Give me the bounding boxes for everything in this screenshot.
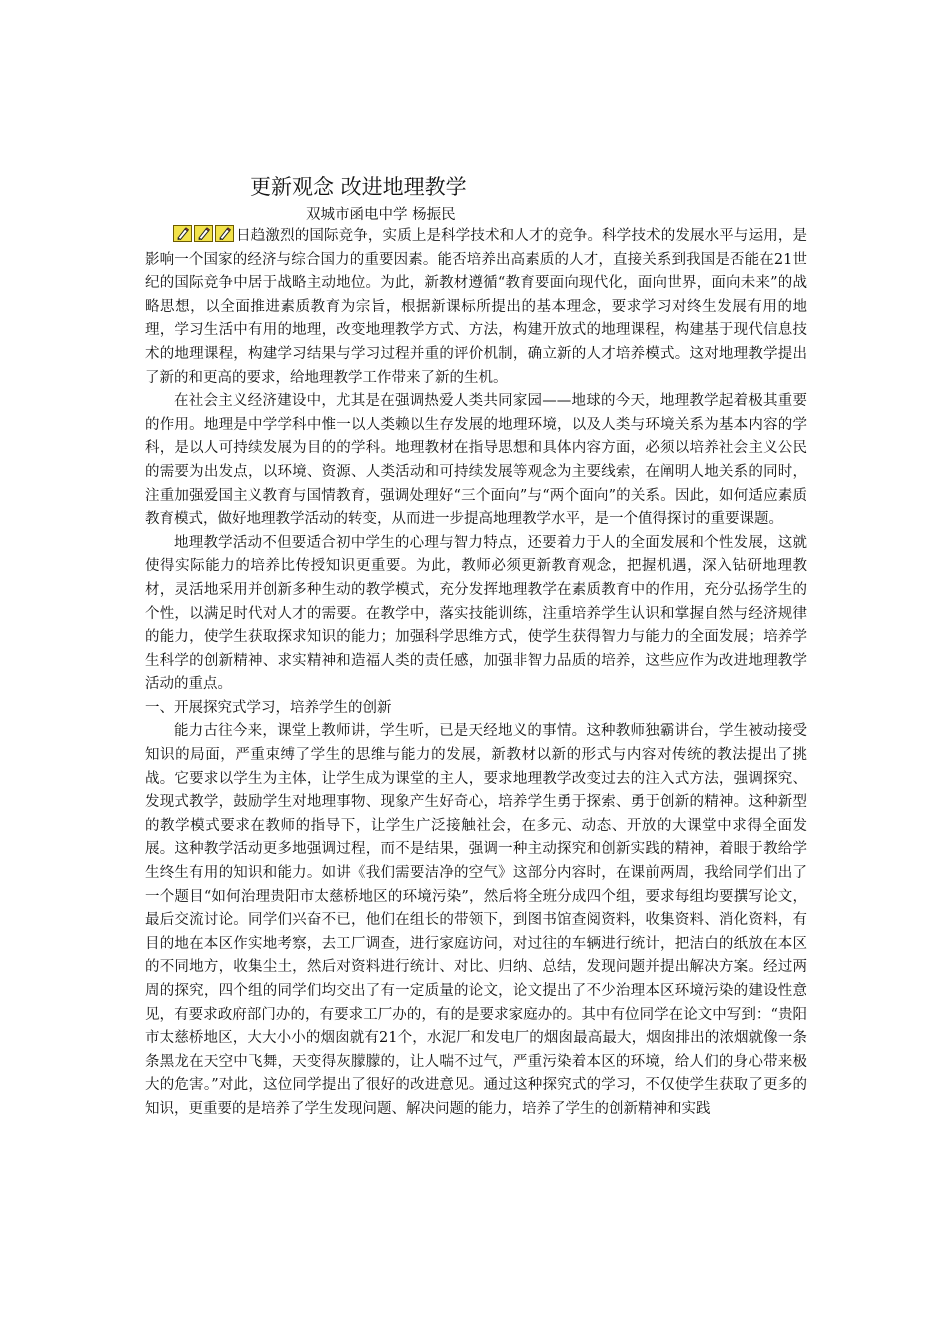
paragraph-2: 在社会主义经济建设中，尤其是在强调热爱人类共同家园——地球的今天，地理教学起着极其重要的作用。地理是中学学科中惟一以人类赖以生存发展的地理环境，以及人类与环境关系为基本内容的学科，是以人可持续发展为目的的学科。地理教材在指导思想和具体内容方面，必须以培养社会主义公民的需要为出发点，以环境、资源、人类活动和可持续发展等观念为主要线索，在阐明人地关系的同时，注重加强爱国主义教育与国情教育，强调处理好“三个面向”与“两个面向”的关系。因此，如何适应素质教育模式，做好地理教学活动的转变，从而进一步提高地理教学水平，是一个值得探讨的重要课题。 [145,393,807,528]
pencil-icon [215,225,234,242]
paragraph-3: 地理教学活动不但要适合初中学生的心理与智力特点，还要着力于人的全面发展和个性发展，这就使得实际能力的培养比传授知识更重要。为此，教师必须更新教育观念，把握机遇，深入钻研地理教材，灵活地采用并创新多种生动的教学模式，充分发挥地理教学在素质教育中的作用，充分弘扬学生的个性，以满足时代对人才的需要。在教学中，落实技能训练，注重培养学生认识和掌握自然与经济规律的能力，使学生获取探求知识的能力；加强科学思维方式，使学生获得智力与能力的全面发展；培养学生科学的创新精神、求实精神和造福人类的责任感，加强非智力品质的培养，这些应作为改进地理教学活动的重点。 [145,534,807,693]
paragraph-text: 日趋激烈的国际竞争，实质上是科学技术和人才的竞争。科学技术的发展水平与运用，是影响一个国家的经济与综合国力的重要因素。能否培养出高素质的人才，直接关系到我国是否能在21世纪的国际竞争中居于战略主动地位。为此，新教材遵循“教育要面向现代化，面向世界，面向未来”的战略思想，以全面推进素质教育为宗旨，根据新课标所提出的基本理念，要求学习对终生发展有用的地理，学习生活中有用的地理，改变地理教学方式、方法，构建开放式的地理课程，构建基于现代信息技术的地理课程，构建学习结果与学习过程并重的评价机制，确立新的人才培养模式。这对地理教学提出了新的和更高的要求，给地理教学工作带来了新的生机。 [145,228,807,386]
pencil-icon-group [173,225,236,243]
paragraph-4: 能力古往今来，课堂上教师讲，学生听，已是天经地义的事情。这种教师独霸讲台，学生被动接受知识的局面，严重束缚了学生的思维与能力的发展，新教材以新的形式与内容对传统的教法提出了挑战。它要求以学生为主体，让学生成为课堂的主人，要求地理教学改变过去的注入式方法，强调探究、发现式教学，鼓励学生对地理事物、现象产生好奇心，培养学生勇于探索、勇于创新的精神。这种新型的教学模式要求在教师的指导下，让学生广泛接触社会，在多元、动态、开放的大课堂中求得全面发展。这种教学活动更多地强调过程，而不是结果，强调一种主动探究和创新实践的精神，着眼于教给学生终生有用的知识和能力。如讲《我们需要洁净的空气》这部分内容时，在课前两周，我给同学们出了一个题目“如何治理贵阳市太慈桥地区的环境污染”，然后将全班分成四个组，要求每组均要撰写论文，最后交流讨论。同学们兴奋不已，他们在组长的带领下，到图书馆查阅资料，收集资料、消化资料，有目的地在本区作实地考察，去工厂调查，进行家庭访问，对过往的车辆进行统计，把洁白的纸放在本区的不同地方，收集尘土，然后对资料进行统计、对比、归纳、总结，发现问题并提出解决方案。经过两周的探究，四个组的同学们均交出了有一定质量的论文，论文提出了不少治理本区环境污染的建设性意见，有要求政府部门办的，有要求工厂办的，有的是要求家庭办的。其中有位同学在论文中写到：“贵阳市太慈桥地区，大大小小的烟囱就有21个，水泥厂和发电厂的烟囱最高最大，烟囱排出的浓烟就像一条条黑龙在天空中飞舞，天变得灰朦朦的，让人喘不过气，严重污染着本区的环境，给人们的身心带来极大的危害。”对此，这位同学提出了很好的改进意见。通过这种探究式的学习，不仅使学生获取了更多的知识，更重要的是培养了学生发现问题、解决问题的能力，培养了学生的创新精神和实践 [145,723,807,1117]
pencil-icon [194,225,213,242]
document-body [145,225,807,1122]
paragraph-1 [145,225,807,390]
pencil-icon [173,225,192,242]
document-author: 双城市函电中学 杨振民 [306,207,456,223]
document-title: 更新观念 改进地理教学 [250,175,467,199]
section-heading: 一、开展探究式学习，培养学生的创新 [145,699,392,716]
